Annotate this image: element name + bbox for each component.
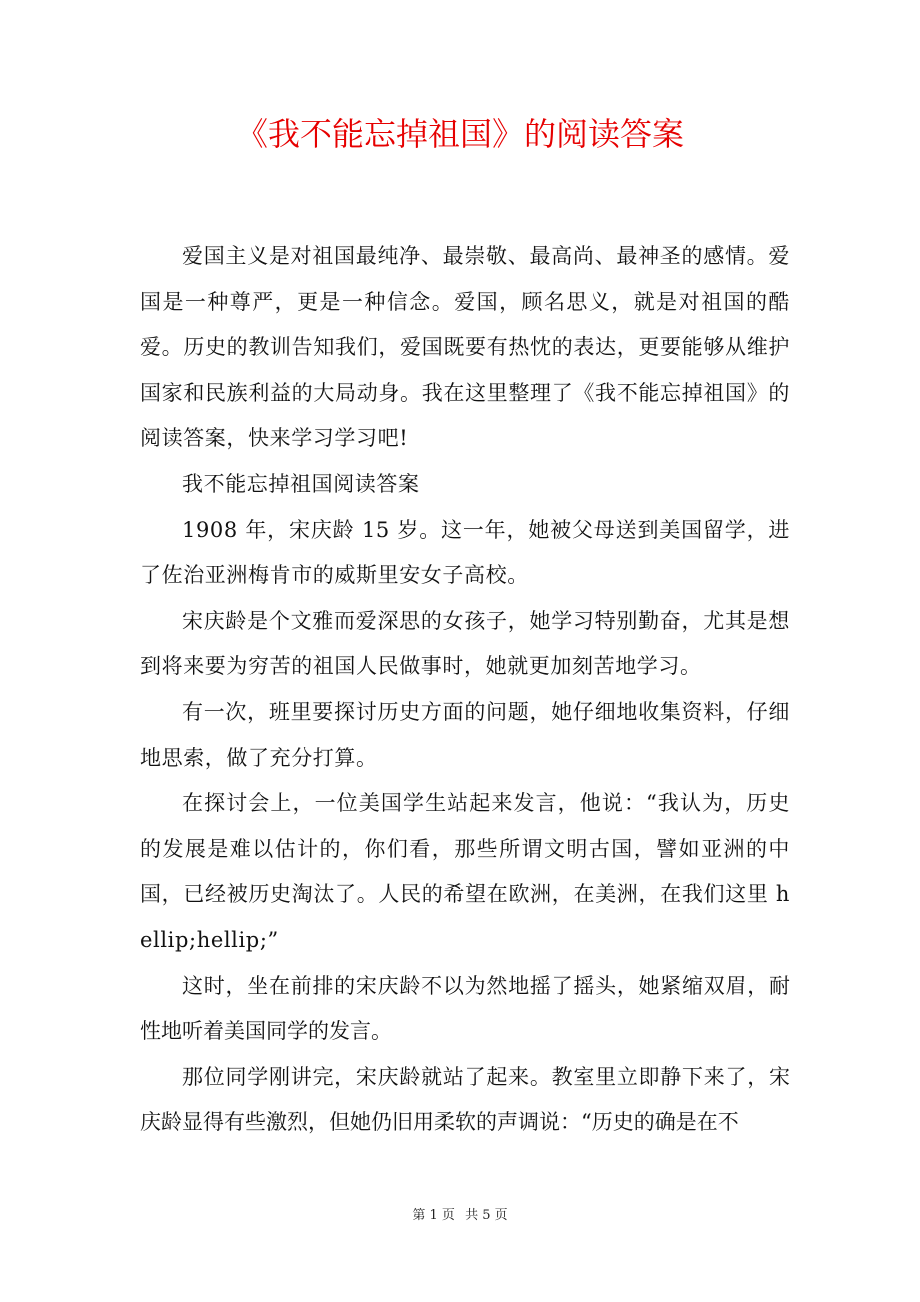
section-heading: 我不能忘掉祖国阅读答案	[182, 471, 420, 496]
page-number: 第 1 页	[412, 1208, 455, 1223]
body-paragraph: 这时，坐在前排的宋庆龄不以为然地摇了摇头，她紧缩双眉，耐性地听着美国同学的发言。	[140, 973, 790, 1044]
page-footer	[0, 1206, 920, 1226]
body-paragraph: 在探讨会上，一位美国学生站起来发言，他说：“我认为，历史的发展是难以估计的，你们看，那些所谓文明古国，譬如亚洲的中国，已经被历史淘汰了。人民的希望在欧洲，在美洲，在我们这里 hellip;hellip;”	[140, 791, 790, 952]
intro-paragraph: 爱国主义是对祖国最纯净、最崇敬、最高尚、最神圣的感情。爱国是一种尊严，更是一种信念。爱国，顾名思义，就是对祖国的酷爱。历史的教训告知我们，爱国既要有热忱的表达，更要能够从维护国家和民族利益的大局动身。我在这里整理了《我不能忘掉祖国》的阅读答案，快来学习学习吧!	[140, 244, 790, 451]
document-title: 《我不能忘掉祖国》的阅读答案	[235, 115, 684, 153]
page-total: 共 5 页	[465, 1208, 508, 1223]
body-paragraph: 宋庆龄是个文雅而爱深思的女孩子，她学习特别勤奋，尤其是想到将来要为穷苦的祖国人民做事时，她就更加刻苦地学习。	[140, 608, 790, 679]
body-paragraph: 1908 年，宋庆龄 15 岁。这一年，她被父母送到美国留学，进了佐治亚洲梅肯市的威斯里安女子高校。	[140, 517, 790, 588]
body-paragraph: 那位同学刚讲完，宋庆龄就站了起来。教室里立即静下来了，宋庆龄显得有些激烈，但她仍旧用柔软的声调说：“历史的确是在不	[140, 1064, 790, 1135]
document-body	[140, 234, 790, 1146]
body-paragraph: 有一次，班里要探讨历史方面的问题，她仔细地收集资料，仔细地思索，做了充分打算。	[140, 699, 790, 770]
